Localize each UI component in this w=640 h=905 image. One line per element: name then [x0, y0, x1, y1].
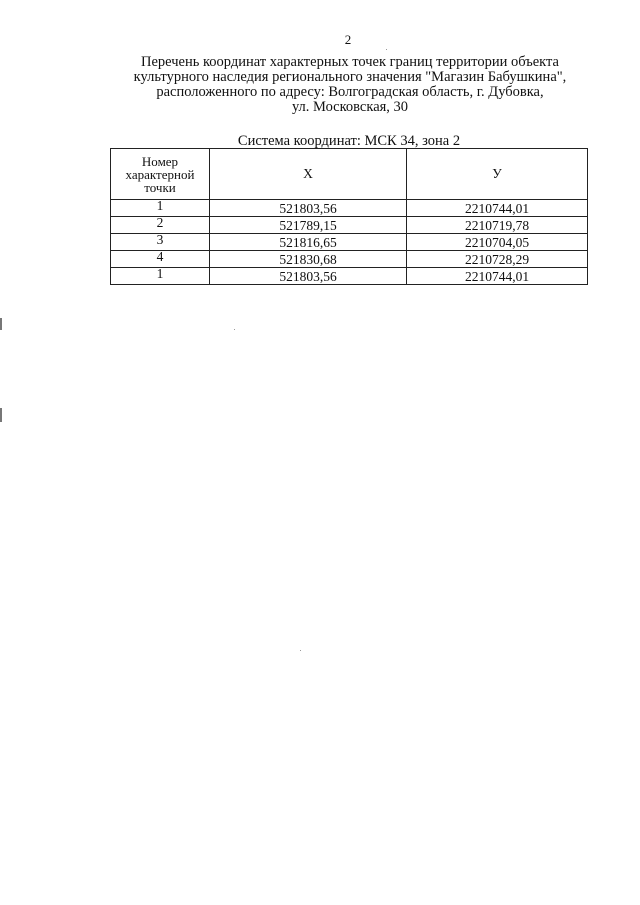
header-point-line-1: Номер — [141, 153, 179, 169]
header-point-line-3: точки — [144, 179, 176, 195]
cell-point-number: 2 — [111, 217, 210, 234]
scan-speck — [386, 49, 387, 50]
header-y: У — [407, 149, 588, 200]
cell-y: 2210728,29 — [407, 251, 588, 268]
title-line-2: культурного наследия регионального значения "Магазин Бабушкина", — [133, 69, 567, 85]
scan-edge-mark — [0, 408, 2, 422]
title-line-1: Перечень координат характерных точек границ территории объекта — [141, 54, 559, 70]
title-line-4: ул. Московская, 30 — [291, 99, 409, 115]
table-row — [111, 200, 588, 217]
coordinate-system-caption: Система координат: МСК 34, зона 2 — [237, 133, 461, 149]
cell-point-number: 1 — [111, 268, 210, 285]
table-row — [111, 268, 588, 285]
page-number: 2 — [344, 32, 352, 47]
cell-x: 521816,65 — [210, 234, 407, 251]
cell-point-number: 3 — [111, 234, 210, 251]
cell-y: 2210704,05 — [407, 234, 588, 251]
cell-point-number: 4 — [111, 251, 210, 268]
title-line-3: расположенного по адресу: Волгоградская область, г. Дубовка, — [156, 84, 544, 100]
document-title — [100, 55, 600, 115]
coordinates-table — [110, 148, 588, 285]
cell-point-number: 1 — [111, 200, 210, 217]
header-point-line-2: характерной — [125, 166, 195, 182]
table-header-row — [111, 149, 588, 200]
header-x: X — [210, 149, 407, 200]
scan-edge-mark — [0, 318, 2, 330]
cell-x: 521803,56 — [210, 200, 407, 217]
cell-x: 521830,68 — [210, 251, 407, 268]
header-point-number — [111, 149, 210, 200]
table-row — [111, 251, 588, 268]
cell-x: 521789,15 — [210, 217, 407, 234]
cell-y: 2210744,01 — [407, 268, 588, 285]
scan-speck — [234, 329, 235, 330]
table-row — [111, 234, 588, 251]
table-row — [111, 217, 588, 234]
cell-y: 2210719,78 — [407, 217, 588, 234]
cell-y: 2210744,01 — [407, 200, 588, 217]
cell-x: 521803,56 — [210, 268, 407, 285]
scan-speck — [300, 650, 301, 651]
